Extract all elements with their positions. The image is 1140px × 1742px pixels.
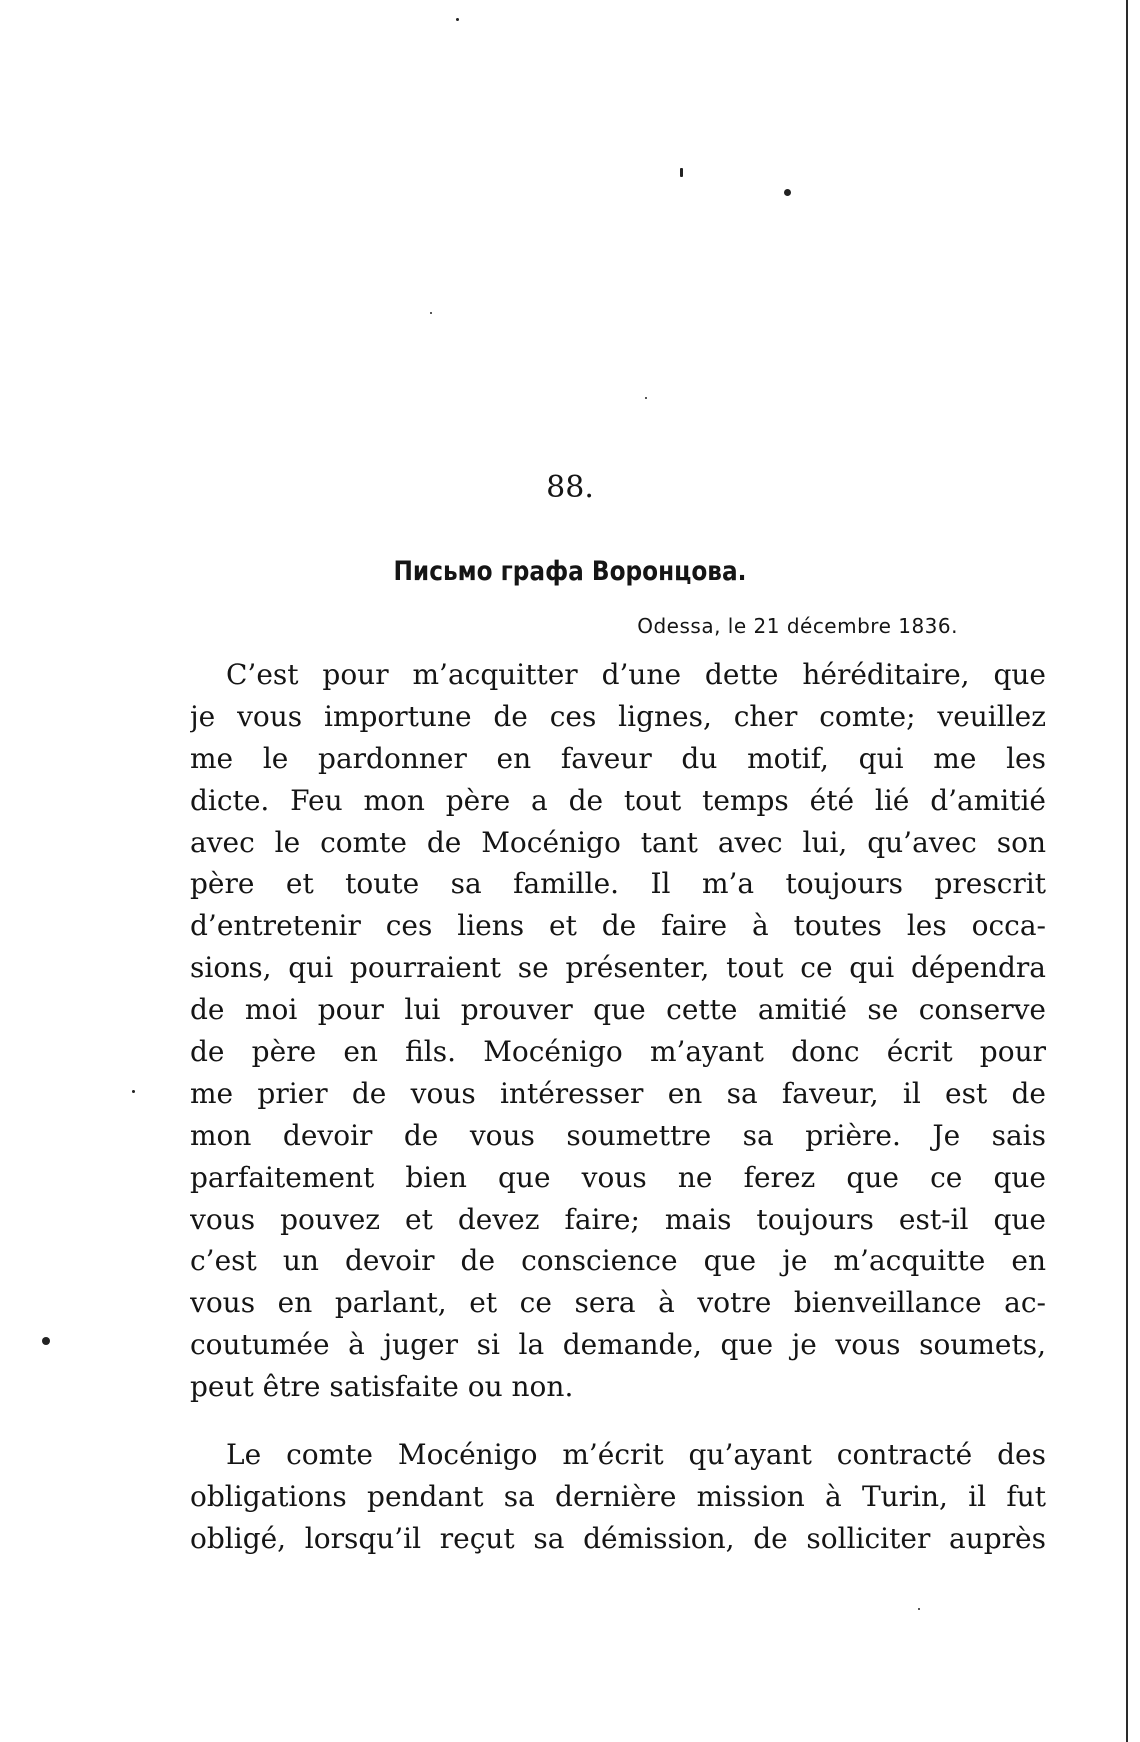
text-line: coutumée à juger si la demande, que je vous soumets,: [190, 1328, 1046, 1362]
text-line: C’est pour m’acquitter d’une dette héréditaire, que: [226, 658, 1046, 691]
paragraph-2: [190, 1434, 1046, 1560]
scan-speck: [645, 397, 647, 399]
text-line: peut être satisfaite ou non.: [190, 1370, 574, 1404]
text-line: Le comte Mocénigo m’écrit qu’ayant contracté des: [226, 1438, 1046, 1471]
scan-speck: [680, 168, 683, 177]
text-line: dicte. Feu mon père a de tout temps été lié d’amitié: [190, 783, 1046, 817]
scan-speck: [132, 1090, 135, 1093]
scan-speck: [430, 312, 432, 314]
text-line: me prier de vous intéresser en sa faveur, il est de: [190, 1076, 1046, 1110]
letter-dateline: Odessa, le 21 décembre 1836.: [637, 614, 958, 638]
paragraph-1: [190, 654, 1046, 1408]
text-line: père et toute sa famille. Il m’a toujours prescrit: [190, 867, 1046, 901]
text-line: mon devoir de vous soumettre sa prière. Je sais: [190, 1118, 1046, 1152]
text-line: vous en parlant, et ce sera à votre bienveillance ac-: [190, 1286, 1046, 1320]
text-line: avec le comte de Mocénigo tant avec lui, qu’avec son: [190, 825, 1046, 859]
page-number: 88.: [546, 470, 594, 505]
letter-title: Письмо графа Воронцова.: [393, 556, 747, 587]
text-line: je vous importune de ces lignes, cher comte; veuillez: [190, 699, 1046, 733]
text-line: me le pardonner en faveur du motif, qui me les: [190, 741, 1046, 775]
scan-speck: [784, 189, 791, 196]
text-line: vous pouvez et devez faire; mais toujours est-il que: [190, 1202, 1046, 1236]
text-line: d’entretenir ces liens et de faire à toutes les occa-: [190, 909, 1046, 943]
scan-speck: [918, 1608, 920, 1610]
text-line: obligations pendant sa dernière mission à Turin, il fut: [190, 1479, 1046, 1513]
text-line: obligé, lorsqu’il reçut sa démission, de solliciter auprès: [190, 1521, 1046, 1555]
text-line: parfaitement bien que vous ne ferez que ce que: [190, 1160, 1046, 1194]
scan-speck: [42, 1337, 50, 1345]
text-line: c’est un devoir de conscience que je m’acquitte en: [190, 1244, 1046, 1278]
text-line: sions, qui pourraient se présenter, tout ce qui dépendra: [190, 951, 1046, 985]
text-line: de moi pour lui prouver que cette amitié se conserve: [190, 993, 1046, 1027]
page-edge-line: [1126, 0, 1128, 1742]
text-line: de père en fils. Mocénigo m’ayant donc écrit pour: [190, 1035, 1046, 1069]
scan-speck: [456, 18, 459, 21]
